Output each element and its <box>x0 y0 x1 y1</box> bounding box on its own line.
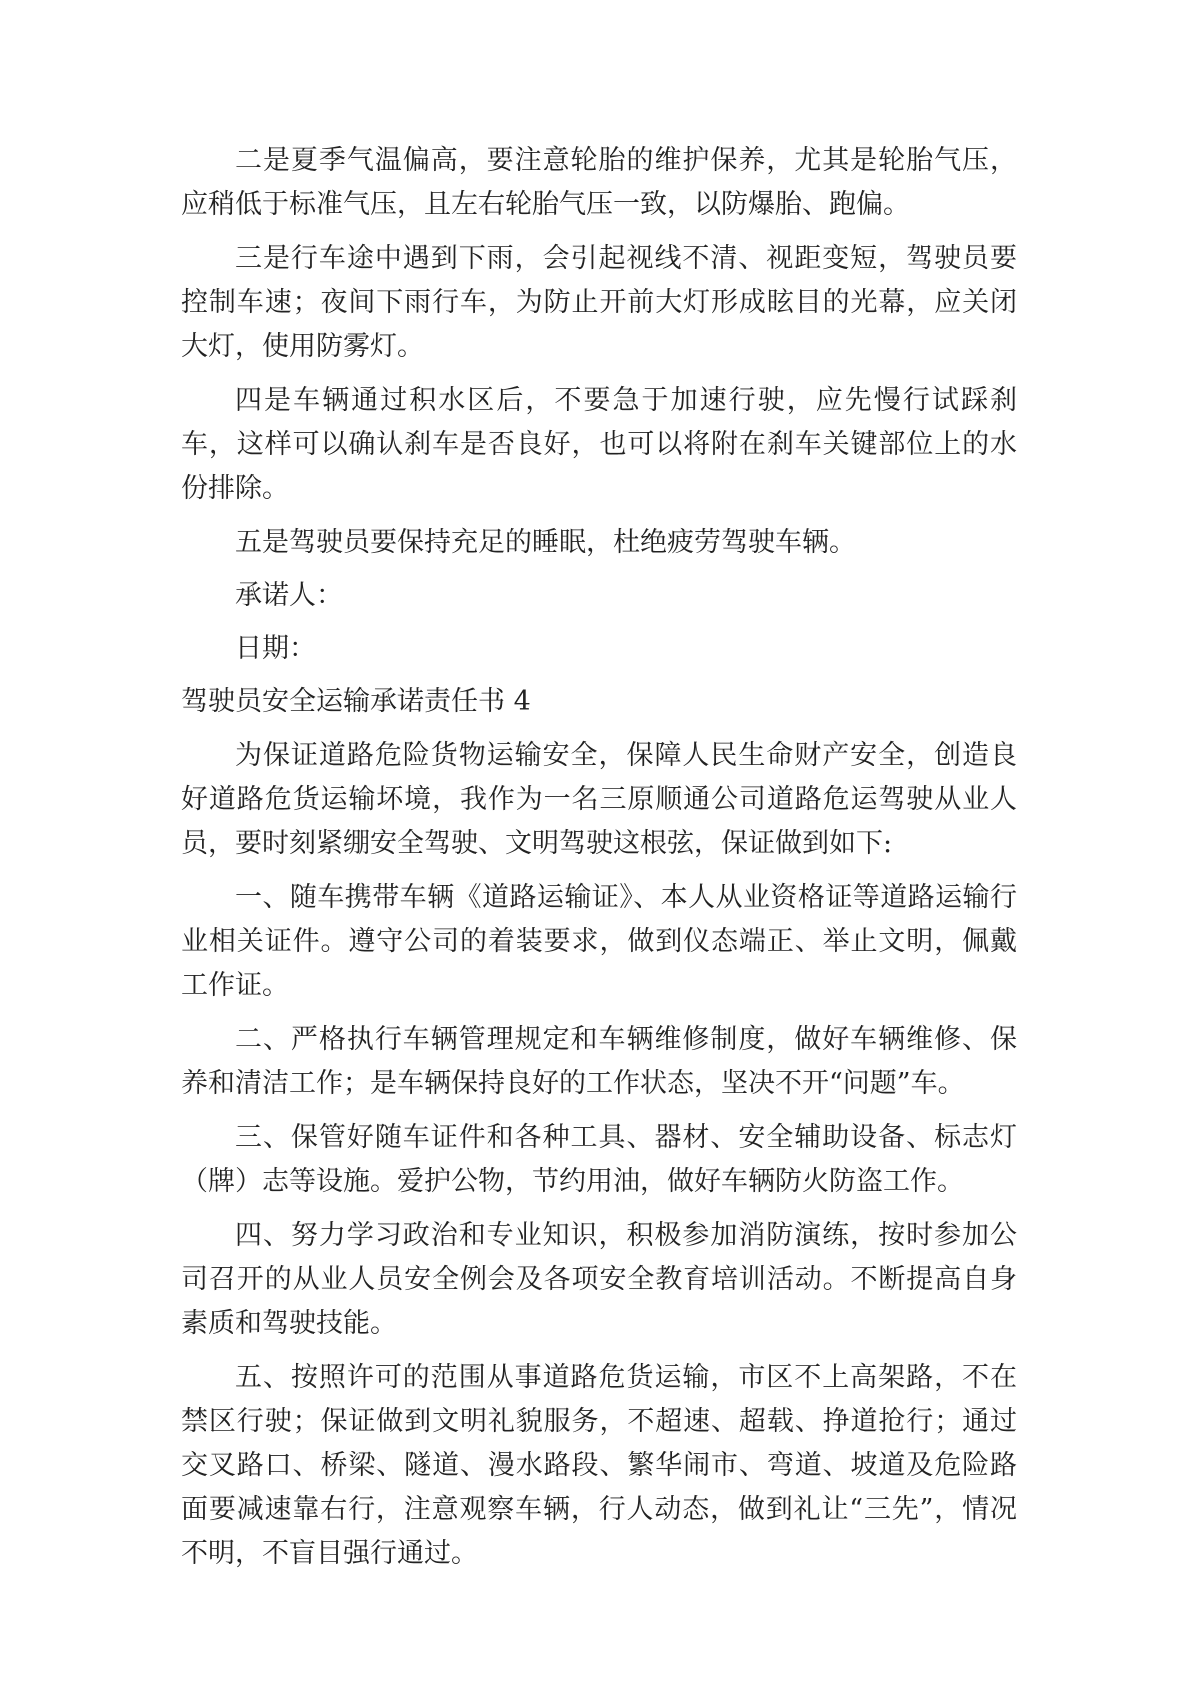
paragraph-item-1: 一、随车携带车辆《道路运输证》、本人从业资格证等道路运输行业相关证件。遵守公司的着装要求，做到仪态端正、举止文明，佩戴工作证。 <box>181 882 1017 1001</box>
paragraph-item-5: 五、按照许可的范围从事道路危货运输，市区不上高架路，不在禁区行驶；保证做到文明礼貌服务，不超速、超载、挣道抢行；通过交叉路口、桥梁、隧道、漫水路段、繁华闹市、弯道、坡道及危险路面要减速靠右行，注意观察车辆，行人动态，做到礼让“三先”，情况不明，不盲目强行通过。 <box>181 1362 1017 1569</box>
paragraph-intro: 为保证道路危险货物运输安全，保障人民生命财产安全，创造良好道路危货运输坏境，我作为一名三原顺通公司道路危运驾驶从业人员，要时刻紧绷安全驾驶、文明驾驶这根弦，保证做到如下: <box>181 740 1017 859</box>
document-body <box>181 139 1017 1586</box>
paragraph-tire-maintenance: 二是夏季气温偏高，要注意轮胎的维护保养，尤其是轮胎气压，应稍低于标准气压，且左右轮胎气压一致，以防爆胎、跑偏。 <box>181 145 1017 220</box>
paragraph-water-area: 四是车辆通过积水区后，不要急于加速行驶，应先慢行试踩刹车，这样可以确认刹车是否良好，也可以将附在刹车关键部位上的水份排除。 <box>181 385 1017 504</box>
section-title: 驾驶员安全运输承诺责任书 4 <box>181 686 531 717</box>
paragraph-item-2: 二、严格执行车辆管理规定和车辆维修制度，做好车辆维修、保养和清洁工作；是车辆保持良好的工作状态，坚决不开“问题”车。 <box>181 1024 1017 1099</box>
paragraph-rain-driving: 三是行车途中遇到下雨，会引起视线不清、视距变短，驾驶员要控制车速；夜间下雨行车，为防止开前大灯形成眩目的光幕，应关闭大灯，使用防雾灯。 <box>181 243 1017 362</box>
paragraph-sleep: 五是驾驶员要保持充足的睡眠，杜绝疲劳驾驶车辆。 <box>235 527 856 558</box>
signer-label: 承诺人： <box>235 580 343 611</box>
date-label: 日期： <box>235 633 316 664</box>
paragraph-item-4: 四、努力学习政治和专业知识，积极参加消防演练，按时参加公司召开的从业人员安全例会及各项安全教育培训活动。不断提高自身素质和驾驶技能。 <box>181 1220 1017 1339</box>
paragraph-item-3: 三、保管好随车证件和各种工具、器材、安全辅助设备、标志灯（牌）志等设施。爱护公物，节约用油，做好车辆防火防盗工作。 <box>181 1122 1017 1197</box>
